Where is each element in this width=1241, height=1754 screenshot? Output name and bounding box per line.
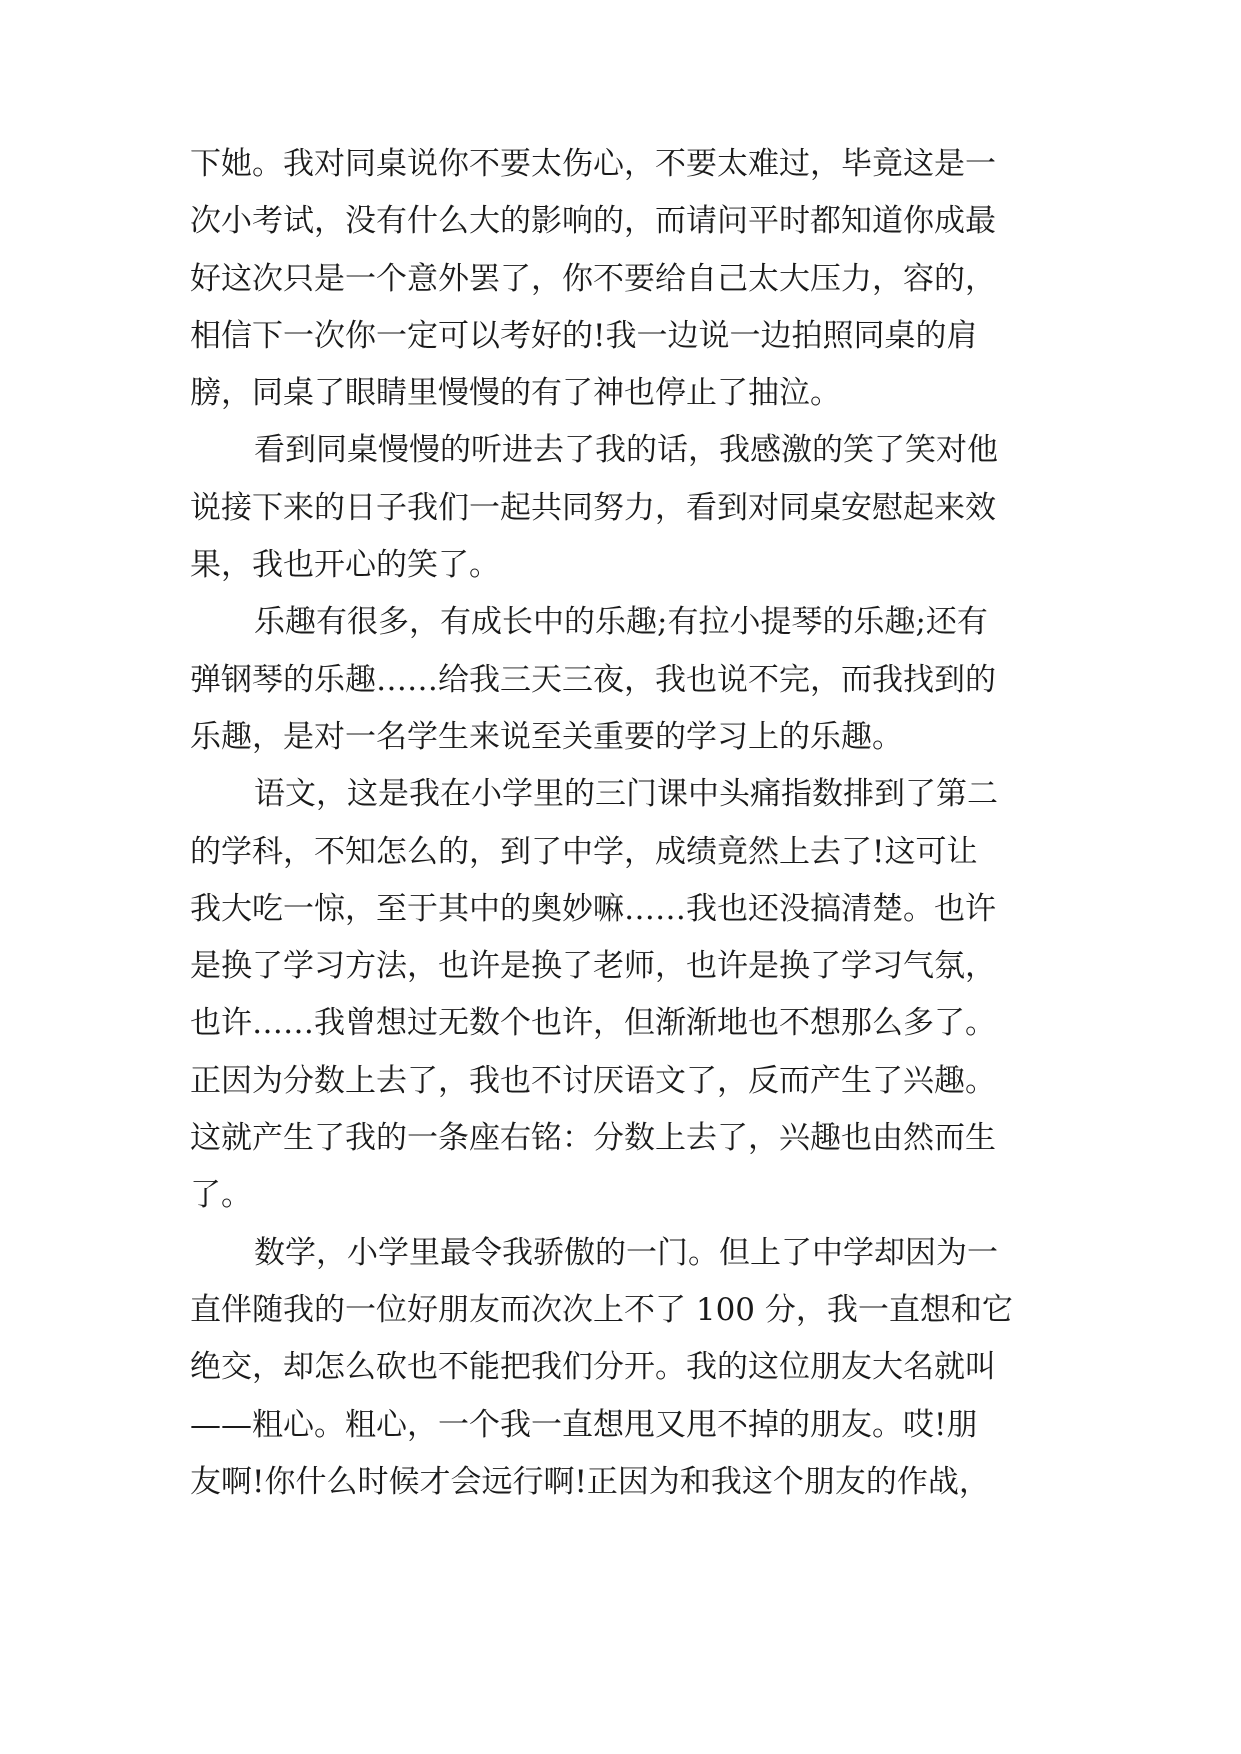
paragraph-first-line: 数学，小学里最令我骄傲的一门。但上了中学却因为一 — [254, 1234, 998, 1271]
text-line: 直伴随我的一位好朋友而次次上不了 100 分，我一直想和它 — [190, 1291, 1013, 1328]
paragraph-first-line: 看到同桌慢慢的听进去了我的话，我感激的笑了笑对他 — [254, 432, 998, 469]
text-line: 膀，同桌了眼睛里慢慢的有了神也停止了抽泣。 — [190, 375, 841, 412]
text-line: 是换了学习方法，也许是换了老师，也许是换了学习气氛， — [190, 948, 996, 985]
paragraph-first-line: 语文，这是我在小学里的三门课中头痛指数排到了第二 — [254, 776, 998, 813]
paragraph-first-line: 乐趣有很多，有成长中的乐趣;有拉小提琴的乐趣;还有 — [254, 604, 988, 641]
text-line: 相信下一次你一定可以考好的!我一边说一边拍照同桌的肩 — [190, 317, 978, 354]
text-line: 这就产生了我的一条座右铭：分数上去了，兴趣也由然而生 — [190, 1120, 996, 1157]
text-line: 次小考试，没有什么大的影响的，而请问平时都知道你成最 — [190, 203, 996, 240]
text-line: 下她。我对同桌说你不要太伤心，不要太难过，毕竟这是一 — [190, 146, 996, 182]
text-line: 果，我也开心的笑了。 — [190, 547, 500, 584]
body-text — [190, 136, 1070, 1511]
text-line: 说接下来的日子我们一起共同努力，看到对同桌安慰起来效 — [190, 489, 996, 526]
text-line: 正因为分数上去了，我也不讨厌语文了，反而产生了兴趣。 — [190, 1062, 996, 1099]
text-line: 友啊!你什么时候才会远行啊!正因为和我这个朋友的作战， — [190, 1463, 990, 1500]
text-line: 的学科，不知怎么的，到了中学，成绩竟然上去了!这可让 — [190, 833, 978, 870]
text-line: 乐趣，是对一名学生来说至关重要的学习上的乐趣。 — [190, 718, 903, 755]
text-line: 绝交，却怎么砍也不能把我们分开。我的这位朋友大名就叫 — [190, 1349, 996, 1386]
text-line: 我大吃一惊，至于其中的奥妙嘛……我也还没搞清楚。也许 — [190, 890, 996, 927]
text-line: 弹钢琴的乐趣……给我三天三夜，我也说不完，而我找到的 — [190, 661, 996, 698]
text-line: 好这次只是一个意外罢了，你不要给自己太大压力，容的， — [190, 260, 996, 297]
text-line: ——粗心。粗心，一个我一直想甩又甩不掉的朋友。哎!朋 — [190, 1406, 978, 1443]
text-line: 了。 — [190, 1177, 252, 1214]
text-line: 也许……我曾想过无数个也许，但渐渐地也不想那么多了。 — [190, 1005, 996, 1042]
